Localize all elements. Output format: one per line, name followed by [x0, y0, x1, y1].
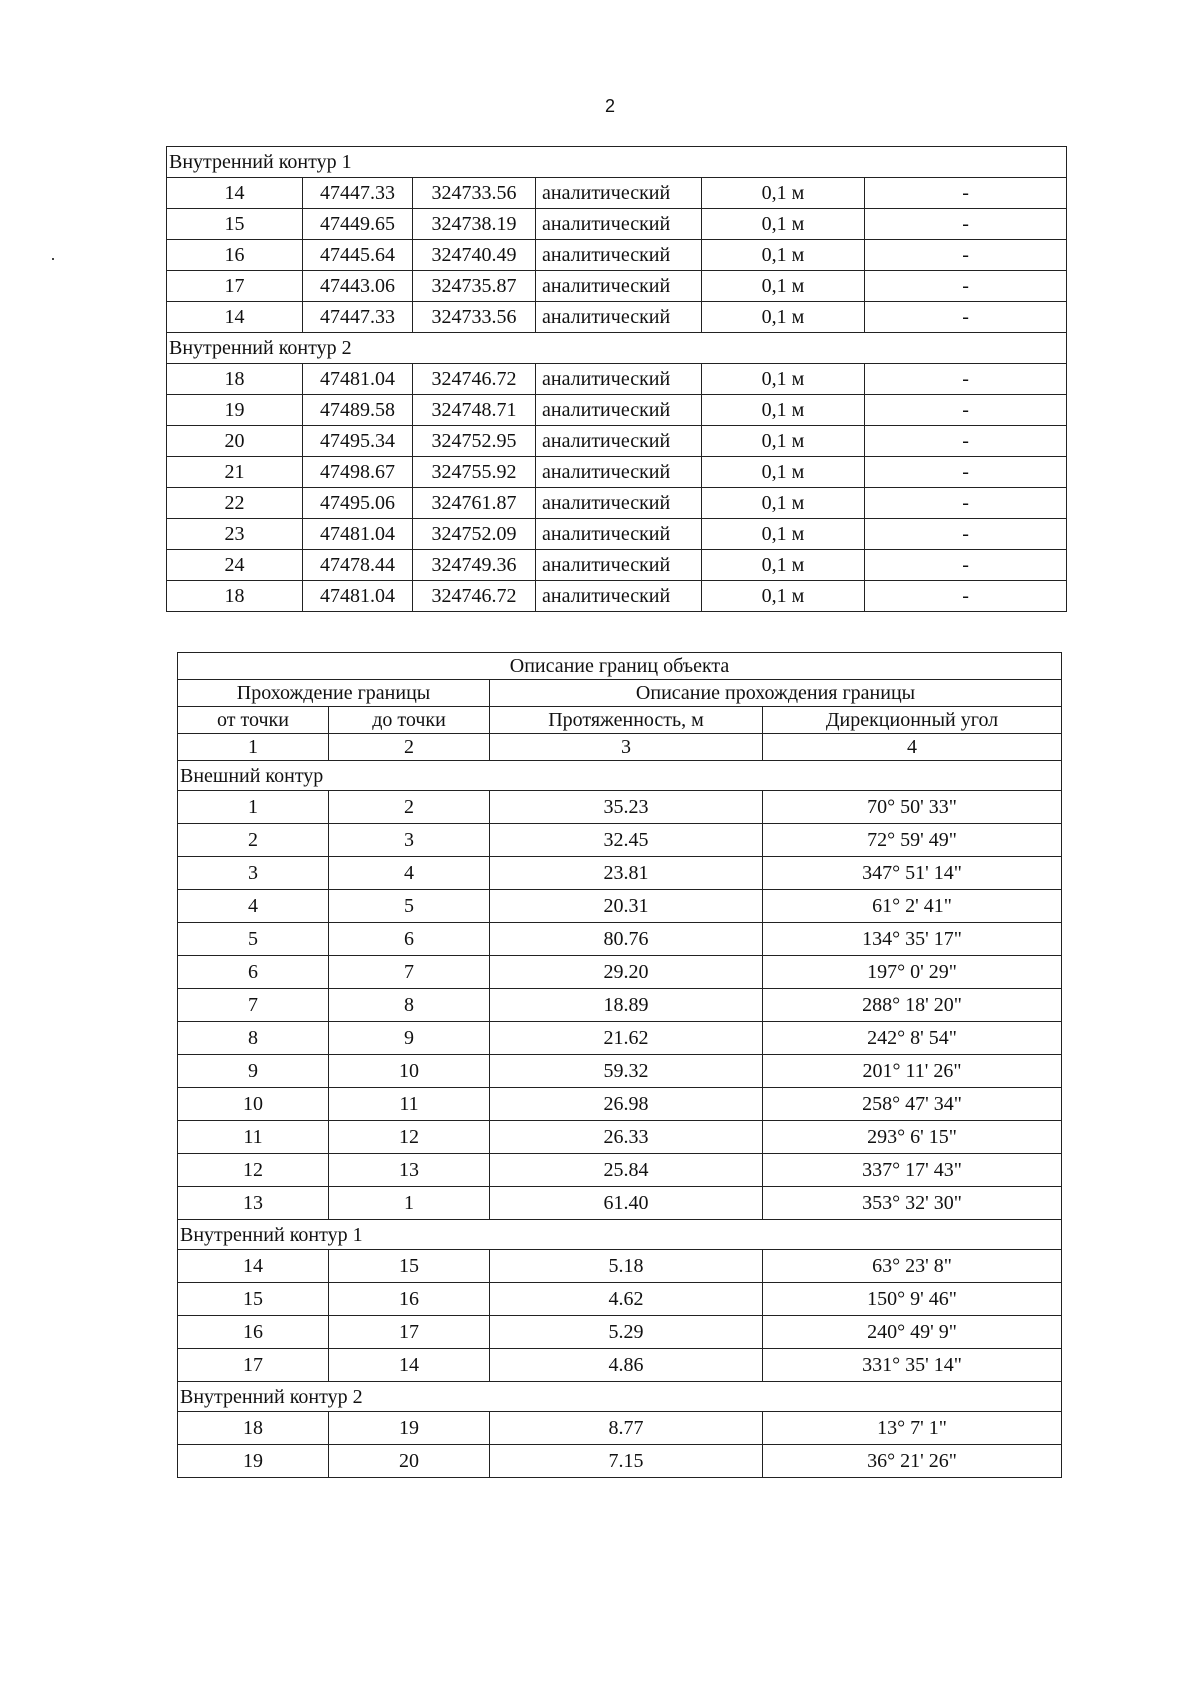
- description: -: [865, 550, 1067, 581]
- method: аналитический: [536, 426, 702, 457]
- table-row: [167, 581, 1067, 612]
- length: 20.31: [490, 890, 763, 923]
- header-length: Протяженность, м: [490, 707, 763, 734]
- point-number: 18: [167, 364, 303, 395]
- to-point: 10: [329, 1055, 490, 1088]
- table-row: [167, 364, 1067, 395]
- table-row: [167, 178, 1067, 209]
- table-row: [178, 1445, 1062, 1478]
- length: 29.20: [490, 956, 763, 989]
- coord-y: 324738.19: [413, 209, 536, 240]
- description: -: [865, 240, 1067, 271]
- boundary-description-table: [177, 652, 1062, 1478]
- coord-x: 47481.04: [303, 519, 413, 550]
- from-point: 19: [178, 1445, 329, 1478]
- direction-angle: 197° 0' 29": [763, 956, 1062, 989]
- table-row: [178, 1055, 1062, 1088]
- description: -: [865, 519, 1067, 550]
- method: аналитический: [536, 457, 702, 488]
- section-row: [178, 1220, 1062, 1250]
- section-title: Внутренний контур 1: [167, 147, 1067, 178]
- coord-x: 47481.04: [303, 581, 413, 612]
- direction-angle: 134° 35' 17": [763, 923, 1062, 956]
- length: 35.23: [490, 791, 763, 824]
- point-number: 15: [167, 209, 303, 240]
- table-row: [167, 302, 1067, 333]
- description: -: [865, 271, 1067, 302]
- from-point: 3: [178, 857, 329, 890]
- coord-x: 47489.58: [303, 395, 413, 426]
- coord-y: 324733.56: [413, 302, 536, 333]
- section-row: [167, 333, 1067, 364]
- accuracy: 0,1 м: [702, 426, 865, 457]
- header-to-point: до точки: [329, 707, 490, 734]
- table-row: [167, 240, 1067, 271]
- from-point: 15: [178, 1283, 329, 1316]
- length: 8.77: [490, 1412, 763, 1445]
- to-point: 19: [329, 1412, 490, 1445]
- section-title: Внутренний контур 2: [167, 333, 1067, 364]
- header-direction-angle: Дирекционный угол: [763, 707, 1062, 734]
- table-row: [178, 1283, 1062, 1316]
- length: 26.33: [490, 1121, 763, 1154]
- coord-x: 47449.65: [303, 209, 413, 240]
- to-point: 12: [329, 1121, 490, 1154]
- table-row: [178, 1250, 1062, 1283]
- coord-x: 47447.33: [303, 302, 413, 333]
- accuracy: 0,1 м: [702, 364, 865, 395]
- length: 26.98: [490, 1088, 763, 1121]
- point-number: 14: [167, 302, 303, 333]
- accuracy: 0,1 м: [702, 209, 865, 240]
- direction-angle: 150° 9' 46": [763, 1283, 1062, 1316]
- group-header-passage: Прохождение границы: [178, 680, 490, 707]
- method: аналитический: [536, 581, 702, 612]
- accuracy: 0,1 м: [702, 178, 865, 209]
- description: -: [865, 395, 1067, 426]
- description: -: [865, 364, 1067, 395]
- from-point: 17: [178, 1349, 329, 1382]
- length: 7.15: [490, 1445, 763, 1478]
- direction-angle: 288° 18' 20": [763, 989, 1062, 1022]
- col-number: 3: [490, 734, 763, 761]
- table-row: [178, 1412, 1062, 1445]
- table-row: [178, 956, 1062, 989]
- coord-x: 47498.67: [303, 457, 413, 488]
- point-number: 17: [167, 271, 303, 302]
- direction-angle: 337° 17' 43": [763, 1154, 1062, 1187]
- accuracy: 0,1 м: [702, 488, 865, 519]
- description: -: [865, 488, 1067, 519]
- coord-y: 324746.72: [413, 364, 536, 395]
- table-row: [167, 519, 1067, 550]
- method: аналитический: [536, 550, 702, 581]
- accuracy: 0,1 м: [702, 302, 865, 333]
- direction-angle: 331° 35' 14": [763, 1349, 1062, 1382]
- coord-y: 324733.56: [413, 178, 536, 209]
- table-row: [167, 395, 1067, 426]
- table-row: [178, 1187, 1062, 1220]
- table-row: [178, 923, 1062, 956]
- direction-angle: 353° 32' 30": [763, 1187, 1062, 1220]
- from-point: 1: [178, 791, 329, 824]
- section-row: [178, 1382, 1062, 1412]
- table-row: [178, 1121, 1062, 1154]
- description: -: [865, 209, 1067, 240]
- table-row: [178, 1088, 1062, 1121]
- col-number: 2: [329, 734, 490, 761]
- method: аналитический: [536, 240, 702, 271]
- from-point: 18: [178, 1412, 329, 1445]
- table-row: [167, 457, 1067, 488]
- section-row: [167, 147, 1067, 178]
- section-title: Внутренний контур 1: [178, 1220, 1062, 1250]
- table-row: [178, 890, 1062, 923]
- direction-angle: 70° 50' 33": [763, 791, 1062, 824]
- length: 4.86: [490, 1349, 763, 1382]
- from-point: 8: [178, 1022, 329, 1055]
- point-number: 18: [167, 581, 303, 612]
- coord-x: 47481.04: [303, 364, 413, 395]
- direction-angle: 293° 6' 15": [763, 1121, 1062, 1154]
- accuracy: 0,1 м: [702, 550, 865, 581]
- length: 5.29: [490, 1316, 763, 1349]
- length: 25.84: [490, 1154, 763, 1187]
- table-row: [167, 550, 1067, 581]
- to-point: 2: [329, 791, 490, 824]
- direction-angle: 240° 49' 9": [763, 1316, 1062, 1349]
- from-point: 7: [178, 989, 329, 1022]
- description: -: [865, 302, 1067, 333]
- coord-x: 47495.34: [303, 426, 413, 457]
- method: аналитический: [536, 271, 702, 302]
- point-number: 22: [167, 488, 303, 519]
- from-point: 6: [178, 956, 329, 989]
- accuracy: 0,1 м: [702, 581, 865, 612]
- coord-y: 324752.09: [413, 519, 536, 550]
- direction-angle: 258° 47' 34": [763, 1088, 1062, 1121]
- to-point: 16: [329, 1283, 490, 1316]
- direction-angle: 61° 2' 41": [763, 890, 1062, 923]
- description: -: [865, 178, 1067, 209]
- to-point: 4: [329, 857, 490, 890]
- table-row: [167, 488, 1067, 519]
- section-title: Внешний контур: [178, 761, 1062, 791]
- table-row: [167, 271, 1067, 302]
- table-row: [167, 209, 1067, 240]
- accuracy: 0,1 м: [702, 457, 865, 488]
- length: 4.62: [490, 1283, 763, 1316]
- coord-y: 324755.92: [413, 457, 536, 488]
- method: аналитический: [536, 302, 702, 333]
- section-row: [178, 761, 1062, 791]
- description: -: [865, 581, 1067, 612]
- coord-y: 324748.71: [413, 395, 536, 426]
- col-number: 4: [763, 734, 1062, 761]
- point-number: 21: [167, 457, 303, 488]
- coord-x: 47447.33: [303, 178, 413, 209]
- coord-x: 47443.06: [303, 271, 413, 302]
- direction-angle: 36° 21' 26": [763, 1445, 1062, 1478]
- coord-y: 324735.87: [413, 271, 536, 302]
- from-point: 11: [178, 1121, 329, 1154]
- coord-x: 47445.64: [303, 240, 413, 271]
- from-point: 12: [178, 1154, 329, 1187]
- table-row: [178, 857, 1062, 890]
- from-point: 4: [178, 890, 329, 923]
- direction-angle: 72° 59' 49": [763, 824, 1062, 857]
- to-point: 3: [329, 824, 490, 857]
- table-row: [178, 824, 1062, 857]
- method: аналитический: [536, 519, 702, 550]
- table-row: [178, 989, 1062, 1022]
- to-point: 14: [329, 1349, 490, 1382]
- method: аналитический: [536, 395, 702, 426]
- length: 21.62: [490, 1022, 763, 1055]
- accuracy: 0,1 м: [702, 240, 865, 271]
- direction-angle: 242° 8' 54": [763, 1022, 1062, 1055]
- table-row: [178, 1316, 1062, 1349]
- page-number: 2: [604, 96, 615, 116]
- to-point: 11: [329, 1088, 490, 1121]
- header-from-point: от точки: [178, 707, 329, 734]
- point-number: 16: [167, 240, 303, 271]
- to-point: 5: [329, 890, 490, 923]
- coord-y: 324749.36: [413, 550, 536, 581]
- method: аналитический: [536, 178, 702, 209]
- accuracy: 0,1 м: [702, 395, 865, 426]
- length: 80.76: [490, 923, 763, 956]
- coord-x: 47495.06: [303, 488, 413, 519]
- length: 32.45: [490, 824, 763, 857]
- to-point: 6: [329, 923, 490, 956]
- from-point: 10: [178, 1088, 329, 1121]
- length: 5.18: [490, 1250, 763, 1283]
- accuracy: 0,1 м: [702, 519, 865, 550]
- direction-angle: 201° 11' 26": [763, 1055, 1062, 1088]
- table-row: [178, 1022, 1062, 1055]
- scan-speck: [52, 258, 54, 260]
- from-point: 14: [178, 1250, 329, 1283]
- group-header-description: Описание прохождения границы: [490, 680, 1062, 707]
- point-number: 20: [167, 426, 303, 457]
- from-point: 13: [178, 1187, 329, 1220]
- length: 18.89: [490, 989, 763, 1022]
- from-point: 2: [178, 824, 329, 857]
- method: аналитический: [536, 364, 702, 395]
- from-point: 9: [178, 1055, 329, 1088]
- to-point: 8: [329, 989, 490, 1022]
- point-number: 24: [167, 550, 303, 581]
- point-number: 19: [167, 395, 303, 426]
- length: 23.81: [490, 857, 763, 890]
- col-number: 1: [178, 734, 329, 761]
- table-row: [178, 1349, 1062, 1382]
- to-point: 7: [329, 956, 490, 989]
- to-point: 20: [329, 1445, 490, 1478]
- point-number: 14: [167, 178, 303, 209]
- coord-y: 324746.72: [413, 581, 536, 612]
- length: 59.32: [490, 1055, 763, 1088]
- description: -: [865, 457, 1067, 488]
- coordinates-table: [166, 146, 1067, 612]
- coord-x: 47478.44: [303, 550, 413, 581]
- coord-y: 324761.87: [413, 488, 536, 519]
- table-row: [167, 426, 1067, 457]
- to-point: 15: [329, 1250, 490, 1283]
- to-point: 17: [329, 1316, 490, 1349]
- direction-angle: 13° 7' 1": [763, 1412, 1062, 1445]
- from-point: 5: [178, 923, 329, 956]
- method: аналитический: [536, 488, 702, 519]
- description: -: [865, 426, 1067, 457]
- direction-angle: 63° 23' 8": [763, 1250, 1062, 1283]
- method: аналитический: [536, 209, 702, 240]
- to-point: 9: [329, 1022, 490, 1055]
- table-row: [178, 1154, 1062, 1187]
- table-title: Описание границ объекта: [178, 653, 1062, 680]
- accuracy: 0,1 м: [702, 271, 865, 302]
- length: 61.40: [490, 1187, 763, 1220]
- point-number: 23: [167, 519, 303, 550]
- to-point: 1: [329, 1187, 490, 1220]
- table-row: [178, 791, 1062, 824]
- coord-y: 324752.95: [413, 426, 536, 457]
- from-point: 16: [178, 1316, 329, 1349]
- coord-y: 324740.49: [413, 240, 536, 271]
- direction-angle: 347° 51' 14": [763, 857, 1062, 890]
- section-title: Внутренний контур 2: [178, 1382, 1062, 1412]
- to-point: 13: [329, 1154, 490, 1187]
